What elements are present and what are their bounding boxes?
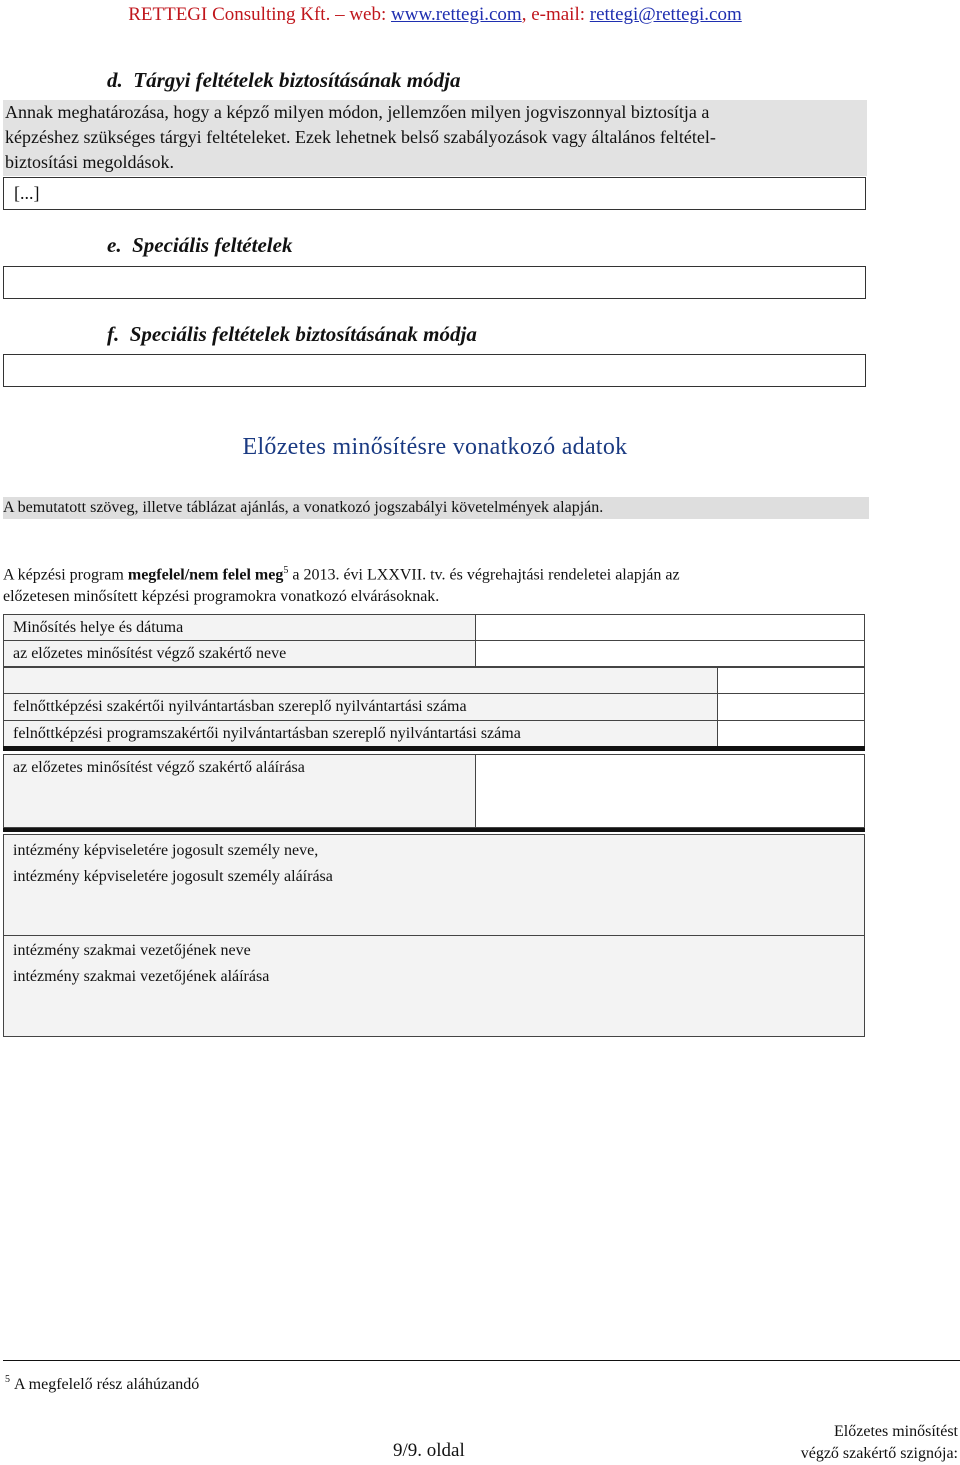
head-name-label: intézmény szakmai vezetőjének neve xyxy=(13,942,251,959)
professional-head-box[interactable] xyxy=(3,935,865,1037)
program-reg-number-field[interactable] xyxy=(717,720,865,747)
statement-suffix: a 2013. évi LXXVII. tv. és végrehajtási rendeletei alapján az xyxy=(288,566,680,584)
section-e-input-box[interactable] xyxy=(3,266,866,299)
rep-name-label: intézmény képviseletére jogosult személy neve, xyxy=(13,842,319,859)
page-header xyxy=(0,4,870,26)
section-d-title-text: Tárgyi feltételek biztosításának módja xyxy=(133,68,461,92)
section-e-title-text: Speciális feltételek xyxy=(132,233,293,257)
expert-signature-field[interactable] xyxy=(475,754,865,828)
section-e-letter: e. xyxy=(107,233,122,257)
statement-prefix: A képzési program xyxy=(3,566,128,584)
header-web-link[interactable]: www.rettegi.com xyxy=(391,4,522,25)
place-date-label: Minősítés helye és dátuma xyxy=(3,614,476,641)
table-divider xyxy=(3,828,865,832)
footnote-rule xyxy=(3,1360,960,1361)
description-line: biztosítási megoldások. xyxy=(5,152,174,172)
rep-signature-label: intézmény képviseletére jogosult személy aláírása xyxy=(13,868,333,885)
place-date-field[interactable] xyxy=(475,614,865,641)
program-reg-number-label: felnőttképzési programszakértői nyilvántartásban szereplő nyilvántartási száma xyxy=(3,720,718,747)
section-d-description xyxy=(3,100,867,176)
section-d-title xyxy=(107,68,460,93)
header-email-link[interactable]: rettegi@rettegi.com xyxy=(589,4,742,25)
statement-line2: előzetesen minősített képzési programokra vonatkozó elvárásoknak. xyxy=(3,588,440,606)
table-divider xyxy=(3,746,865,751)
expert-name-label: az előzetes minősítést végző szakértő neve xyxy=(3,640,476,667)
registration-blank-label xyxy=(3,667,718,694)
intro-text: A bemutatott szöveg, illetve táblázat ajánlás, a vonatkozó jogszabályi követelmények alapján. xyxy=(3,497,869,519)
statement-choice: megfelel/nem felel meg xyxy=(127,566,284,584)
section-e-title xyxy=(107,233,292,258)
header-company: RETTEGI Consulting Kft. – web: xyxy=(128,4,392,25)
qualification-heading: Előzetes minősítésre vonatkozó adatok xyxy=(242,434,628,460)
section-d-letter: d. xyxy=(107,68,123,92)
head-signature-label: intézmény szakmai vezetőjének aláírása xyxy=(13,968,270,985)
adult-reg-number-label: felnőttképzési szakértői nyilvántartásban szereplő nyilvántartási száma xyxy=(3,693,718,721)
section-f-input-box[interactable] xyxy=(3,354,866,387)
description-line: képzéshez szükséges tárgyi feltételeket. Ezek lehetnek belső szabályozások vagy általános feltétel- xyxy=(5,127,716,147)
signature-note-line2: végző szakértő szignója: xyxy=(800,1445,958,1462)
section-f-title xyxy=(107,322,477,347)
signature-note xyxy=(801,1421,958,1465)
section-d-input-box[interactable] xyxy=(3,177,866,210)
representative-box[interactable] xyxy=(3,834,865,936)
footnote xyxy=(5,1374,199,1394)
signature-note-line1: Előzetes minősítést xyxy=(834,1423,958,1440)
footnote-text: A megfelelő rész aláhúzandó xyxy=(14,1376,200,1393)
page-number: 9/9. oldal xyxy=(393,1440,465,1461)
description-line: Annak meghatározása, hogy a képző milyen módon, jellemzően milyen jogviszonnyal biztosítja a xyxy=(5,102,710,122)
adult-reg-number-field[interactable] xyxy=(717,693,865,721)
expert-name-field[interactable] xyxy=(475,640,865,667)
registration-blank-field[interactable] xyxy=(717,667,865,694)
header-separator: , e-mail: xyxy=(521,4,590,25)
footnote-reference: 5 xyxy=(283,565,289,576)
footnote-number: 5 xyxy=(5,1374,10,1385)
section-f-title-text: Speciális feltételek biztosításának módja xyxy=(129,322,477,346)
ellipsis-text: [...] xyxy=(14,183,40,203)
expert-signature-label: az előzetes minősítést végző szakértő aláírása xyxy=(3,754,476,828)
compliance-statement xyxy=(3,560,865,608)
section-f-letter: f. xyxy=(107,322,120,346)
